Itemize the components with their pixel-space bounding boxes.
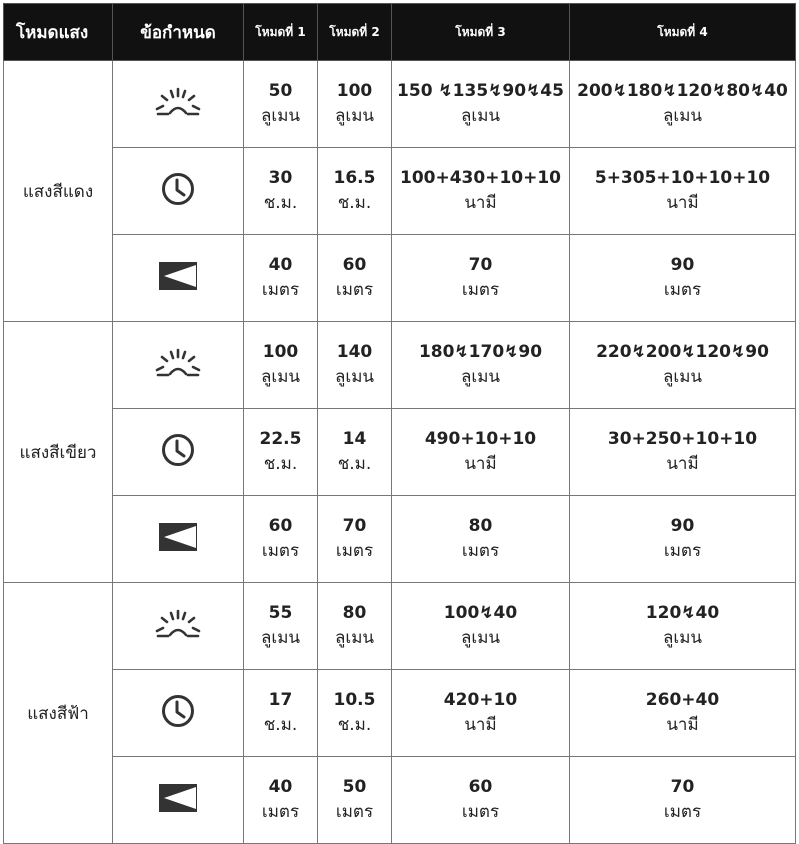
spec-value: 50 [342,777,367,797]
spec-value: 55 [268,603,293,623]
spec-icon-cell [113,61,244,148]
spec-value: 60 [468,777,493,797]
spec-cell [318,670,392,757]
spec-value: 90 [670,516,695,536]
spec-unit: นามี [464,193,497,213]
spec-unit: ลูเมน [260,367,301,387]
spec-value: 100 [262,342,299,362]
spec-value: 80 [342,603,367,623]
spec-cell [244,235,318,322]
light-mode-name: แสงสีเขียว [4,322,113,583]
spec-icon-cell [113,670,244,757]
spec-value: 22.5 [259,429,302,449]
header-mode2: โหมดที่ 2 [318,4,392,61]
spec-value: 50 [268,81,293,101]
spec-cell [318,322,392,409]
spec-cell [244,757,318,844]
spec-cell [570,235,796,322]
spec-cell [318,583,392,670]
spec-value: 16.5 [333,168,376,188]
spec-value: 100 [336,81,373,101]
brightness-icon [154,87,202,121]
spec-cell [392,409,570,496]
spec-unit: ช.ม. [263,193,298,213]
spec-unit: เมตร [461,541,500,561]
spec-unit: เมตร [335,280,374,300]
spec-cell [392,670,570,757]
header-mode: โหมดแสง [4,4,113,61]
spec-unit: ลูเมน [460,628,501,648]
spec-unit: เมตร [335,802,374,822]
spec-value: 90 [670,255,695,275]
spec-unit: เมตร [261,802,300,822]
spec-unit: เมตร [461,280,500,300]
clock-icon [160,693,196,733]
table-row [4,583,796,670]
spec-cell [570,61,796,148]
spec-unit: เมตร [335,541,374,561]
table-row [4,61,796,148]
spec-value: 14 [342,429,367,449]
spec-unit: ลูเมน [334,367,375,387]
spec-cell [570,583,796,670]
spec-unit: นามี [464,715,497,735]
spec-unit: นามี [464,454,497,474]
spec-unit: เมตร [461,802,500,822]
spec-cell [318,496,392,583]
spec-cell [392,583,570,670]
beam-distance-icon [158,522,198,556]
spec-value: 40 [268,777,293,797]
spec-icon-cell [113,148,244,235]
spec-icon-cell [113,757,244,844]
brightness-icon [154,609,202,643]
spec-icon-cell [113,583,244,670]
spec-value: 100+430+10+10 [399,168,562,188]
light-mode-name: แสงสีฟ้า [4,583,113,844]
brightness-icon [154,348,202,382]
spec-cell [318,757,392,844]
spec-icon-cell [113,322,244,409]
spec-unit: นามี [666,454,699,474]
spec-value: 490+10+10 [424,429,537,449]
spec-value: 70 [670,777,695,797]
spec-cell [244,583,318,670]
table-row [4,235,796,322]
spec-unit: นามี [666,193,699,213]
spec-value: 70 [342,516,367,536]
table-row [4,322,796,409]
spec-cell [392,148,570,235]
spec-value: 60 [268,516,293,536]
header-mode4: โหมดที่ 4 [570,4,796,61]
spec-cell [570,148,796,235]
spec-value: 60 [342,255,367,275]
spec-unit: ลูเมน [334,106,375,126]
header-row [4,4,796,61]
spec-value: 120↯40 [645,603,720,623]
spec-unit: ช.ม. [263,715,298,735]
clock-icon [160,171,196,211]
spec-icon-cell [113,235,244,322]
spec-value: 30 [268,168,293,188]
spec-unit: ลูเมน [460,367,501,387]
spec-value: 150 ↯135↯90↯45 [397,81,564,101]
spec-unit: เมตร [663,541,702,561]
table-row [4,148,796,235]
spec-unit: ลูเมน [334,628,375,648]
spec-unit: ลูเมน [662,367,703,387]
beam-distance-icon [158,261,198,295]
spec-cell [244,670,318,757]
beam-distance-icon [158,783,198,817]
spec-unit: ลูเมน [662,106,703,126]
spec-cell [392,235,570,322]
spec-table [3,3,796,844]
spec-value: 70 [468,255,493,275]
spec-cell [318,409,392,496]
table-row [4,409,796,496]
spec-value: 220↯200↯120↯90 [596,342,769,362]
spec-cell [570,409,796,496]
spec-value: 100↯40 [443,603,518,623]
spec-unit: นามี [666,715,699,735]
spec-unit: ช.ม. [337,454,372,474]
spec-cell [570,496,796,583]
spec-value: 5+305+10+10+10 [594,168,771,188]
spec-unit: ช.ม. [337,715,372,735]
spec-unit: ลูเมน [260,106,301,126]
spec-value: 17 [268,690,293,710]
clock-icon [160,432,196,472]
spec-value: 200↯180↯120↯80↯40 [577,81,788,101]
header-spec: ข้อกำหนด [113,4,244,61]
spec-unit: เมตร [663,280,702,300]
spec-cell [392,322,570,409]
spec-cell [392,496,570,583]
header-mode1: โหมดที่ 1 [244,4,318,61]
spec-value: 260+40 [645,690,720,710]
spec-cell [570,757,796,844]
spec-cell [244,61,318,148]
spec-unit: ลูเมน [662,628,703,648]
spec-value: 420+10 [443,690,518,710]
spec-value: 180↯170↯90 [418,342,543,362]
spec-cell [318,148,392,235]
spec-icon-cell [113,496,244,583]
spec-unit: ลูเมน [460,106,501,126]
spec-unit: เมตร [261,541,300,561]
spec-cell [244,496,318,583]
spec-value: 30+250+10+10 [607,429,758,449]
spec-unit: เมตร [261,280,300,300]
spec-unit: เมตร [663,802,702,822]
spec-cell [392,757,570,844]
spec-cell [244,148,318,235]
table-row [4,757,796,844]
spec-cell [244,322,318,409]
spec-cell [392,61,570,148]
spec-cell [244,409,318,496]
spec-unit: ช.ม. [263,454,298,474]
spec-value: 40 [268,255,293,275]
spec-cell [318,61,392,148]
spec-cell [570,322,796,409]
spec-unit: ลูเมน [260,628,301,648]
spec-cell [570,670,796,757]
table-row [4,670,796,757]
spec-value: 10.5 [333,690,376,710]
spec-cell [318,235,392,322]
header-mode3: โหมดที่ 3 [392,4,570,61]
spec-unit: ช.ม. [337,193,372,213]
spec-value: 80 [468,516,493,536]
spec-value: 140 [336,342,373,362]
table-row [4,496,796,583]
spec-icon-cell [113,409,244,496]
light-mode-name: แสงสีแดง [4,61,113,322]
